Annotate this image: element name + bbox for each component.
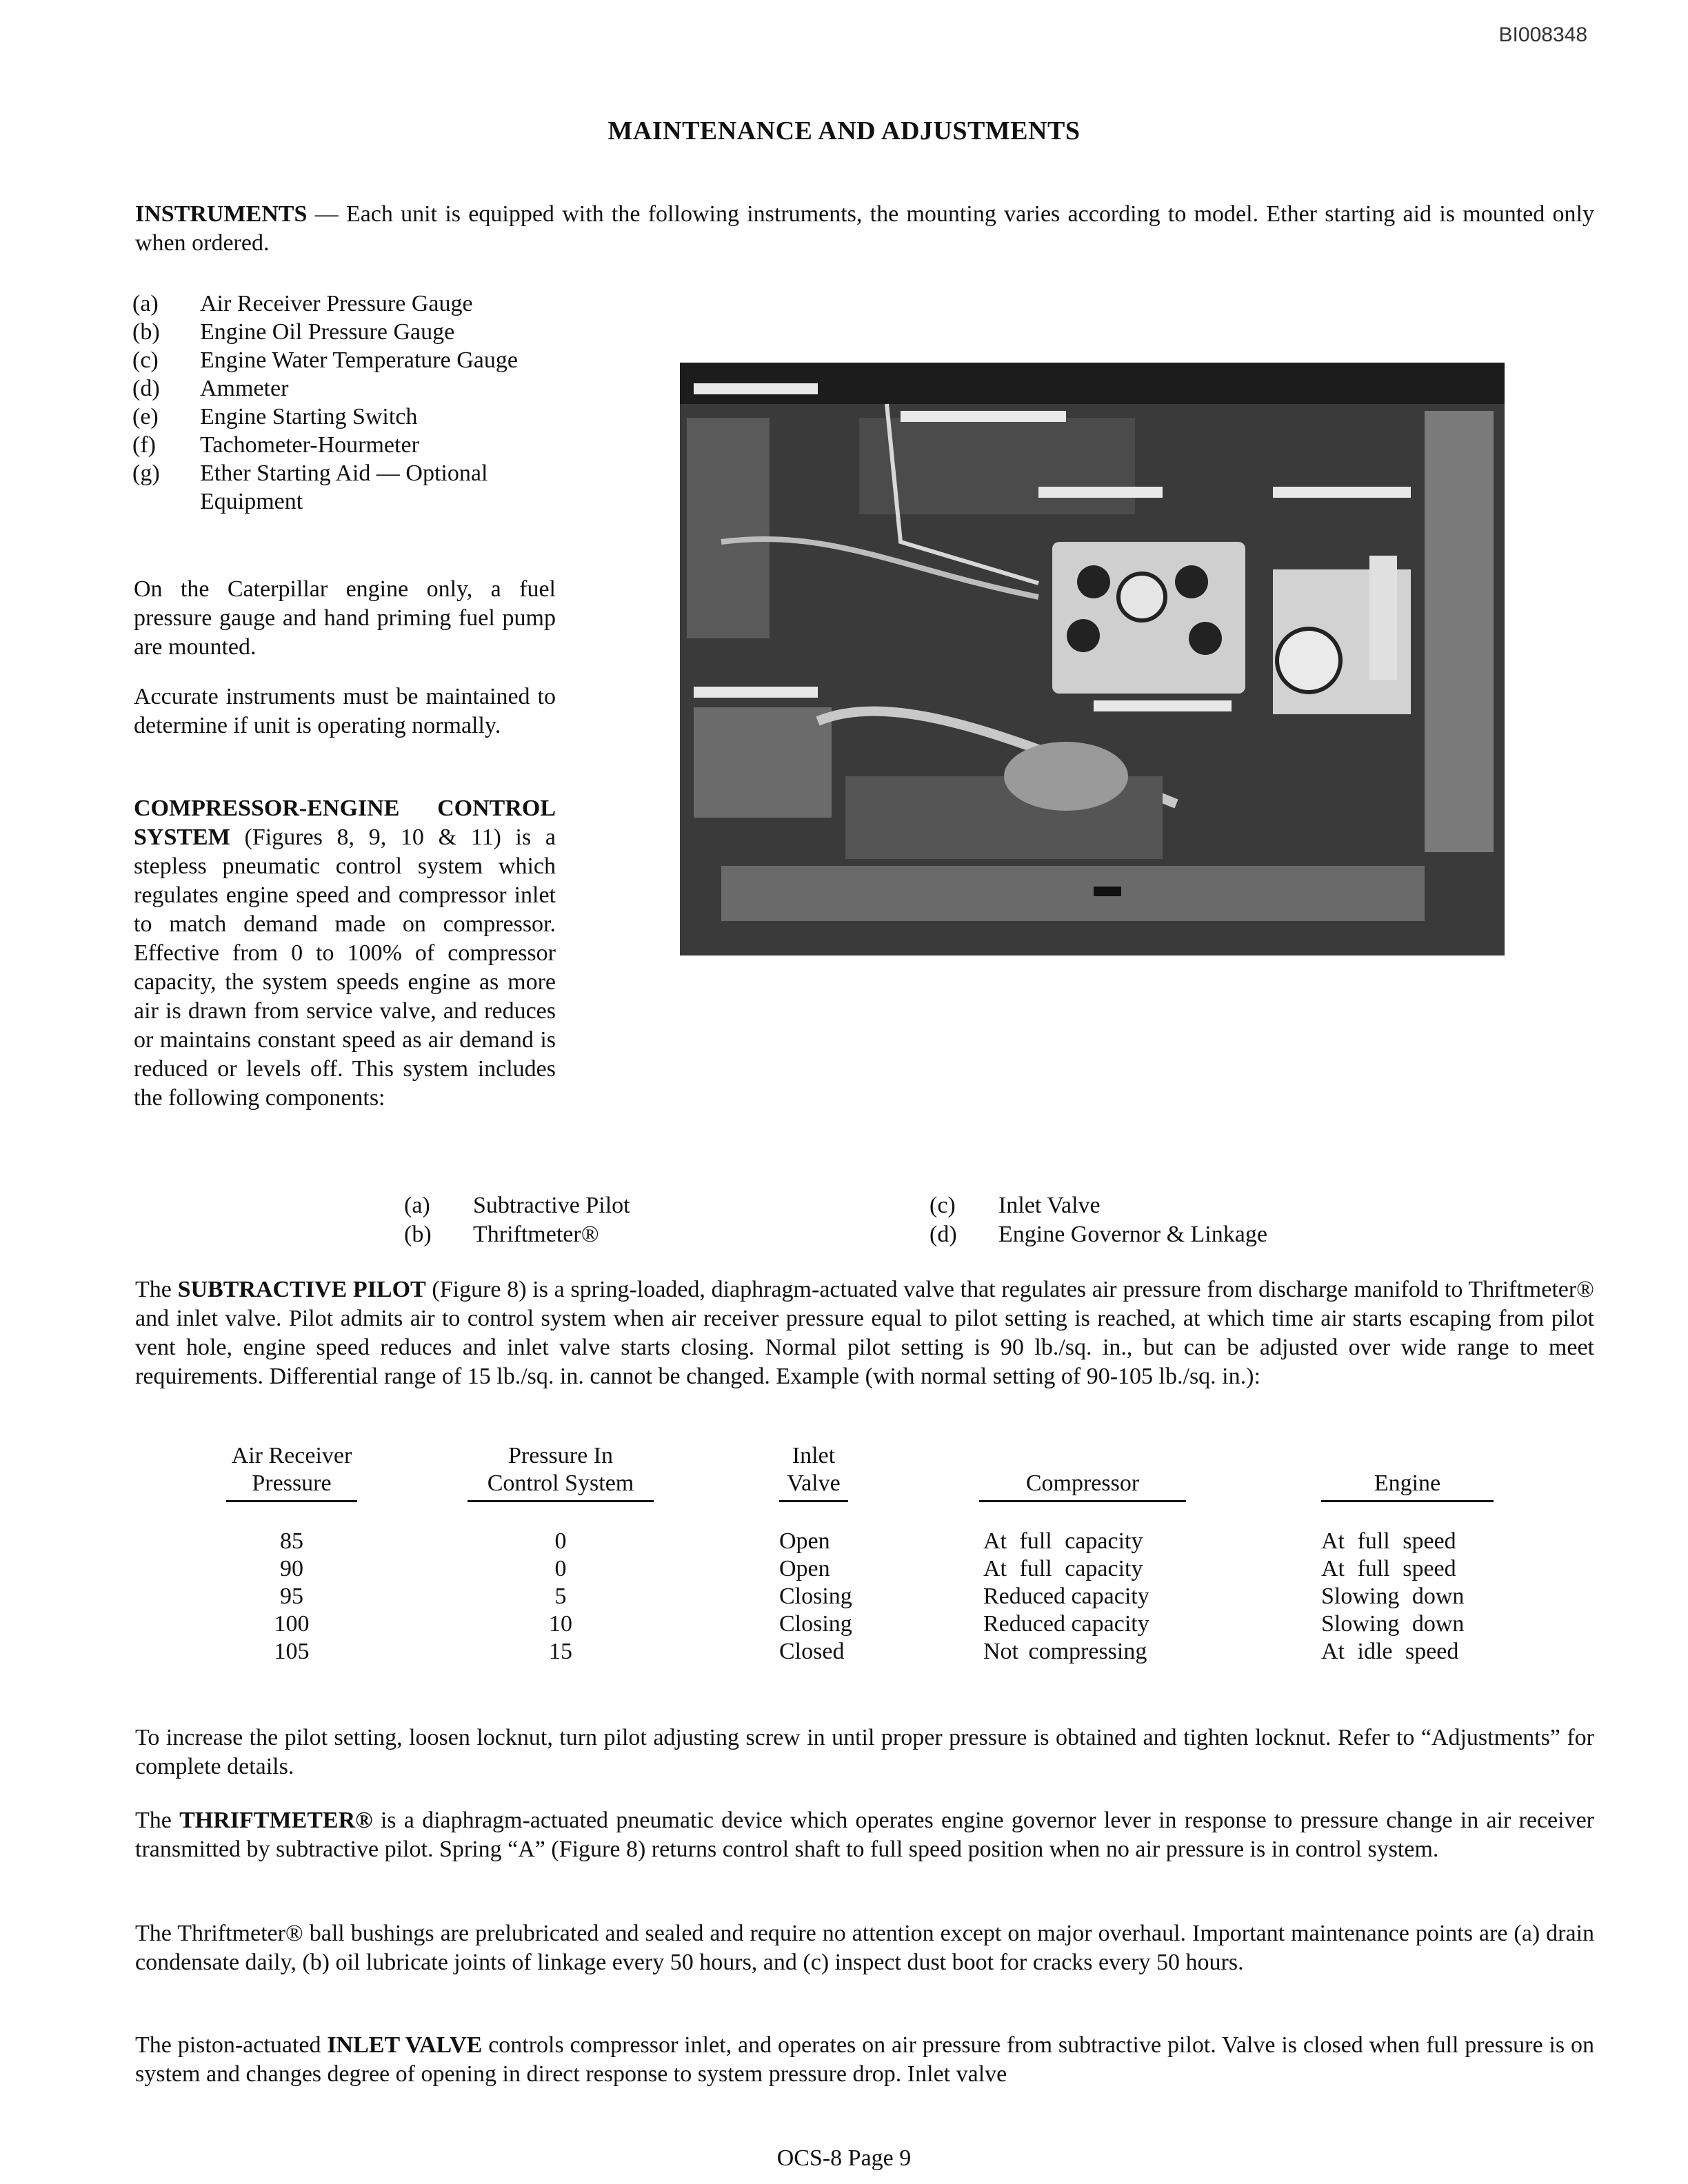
- header-compressor: Compressor: [979, 1442, 1186, 1502]
- instruments-intro-text: — Each unit is equipped with the following instruments, the mounting varies according to model. Ether starting aid is mounted only when ordered.: [135, 201, 1594, 256]
- inlet-valve-heading: INLET VALVE: [327, 2032, 483, 2058]
- adjust-note: To increase the pilot setting, loosen locknut, turn pilot adjusting screw in until proper pressure is obtained and tighten locknut. Refer to “Adjustments” for complete details.: [135, 1725, 1594, 1779]
- instruments-heading: INSTRUMENTS: [135, 201, 308, 227]
- list-item: (c) Engine Water Temperature Gauge: [132, 347, 518, 373]
- header-engine: Engine: [1321, 1442, 1494, 1502]
- component-list-left: [404, 1191, 630, 1249]
- engine-photo-image: [680, 363, 1505, 956]
- list-item: (a) Subtractive Pilot: [404, 1193, 630, 1218]
- instruments-intro: [135, 200, 1594, 258]
- control-system-heading: COMPRESSOR-ENGINE CONTROL SYSTEM: [134, 796, 556, 850]
- thriftmeter-maintenance: The Thriftmeter® ball bushings are prelubricated and sealed and require no attention except on major overhaul. Important maintenance points are (a) drain condensate daily, (b) oil lubricate joints of linkage every 50 hours, and (c) inspect dust boot for cracks every 50 hours.: [135, 1921, 1594, 1975]
- list-item: (b) Thriftmeter®: [404, 1222, 599, 1247]
- list-item: (e) Engine Starting Switch: [132, 404, 418, 429]
- list-item: (g) Ether Starting Aid — Optional Equipment: [132, 461, 488, 514]
- list-item: (f) Tachometer-Hourmeter: [132, 432, 419, 458]
- document-page: BI008348 MAINTENANCE AND ADJUSTMENTS INSTRUMENTS — Each unit is equipped with the following instruments, the mounting varies according to model. Ether starting aid is mounted only when ordered. (a) Air Receiver Pressure Gauge (b) Engine Oil Pressure Gauge (c) Engine Water Temperature Gauge (d) Ammeter (e) Engine Starting Switch (f) Tachometer-Hourmeter (g) Ether Starting Aid — Optional Equipment On the Caterpillar engine only, a fuel pressure gauge and hand priming fuel pump are mounted. Accurate instruments must be maintained to determine if unit is operating normally. COMPRESSOR-ENGINE CONTROL SYSTEM (Figures 8, 9, 10 & 11) is a stepless pneumatic control system which regulates engine speed and compressor inlet to match demand made on compressor. Effective from 0 to 100% of compressor capacity, the system speeds engine as more air is drawn from service valve, and reduces or maintains constant speed as air demand is reduced or levels off. This system includes the following components: (a) Subtractive Pilot (b) Thriftmeter® (c) Inlet Valve (d) Engine Governor & Linkage The SUBTRACTIVE PILOT (Figure 8) is a spring-loaded, diaphragm-actuated valve that regulates air pressure from discharge manifold to Thriftmeter® and inlet valve. Pilot admits air to control system when air receiver pressure equal to pilot setting is reached, at which time air starts escaping from pilot vent hole, engine speed reduces and inlet valve starts closing. Normal pilot setting is 90 lb./sq. in., but can be adjusted over wide range to meet requirements. Differential range of 15 lb./sq. in. cannot be changed. Example (with normal setting of 90-105 lb./sq. in.): Air Receiver Pressure Pressure In Control System Inlet Valve Compressor Engine 85 0 Open At full capacity At full speed 90 0 Open At full capacity At full speed 95 5 Closing Reduced capacity Slowing down 100 10 Closing Reduced capacity Slowing down 105 15 Closed Not compressing At idle speed To increase the pilot setting, loosen locknut, turn pilot adjusting screw in until proper pressure is obtained and tighten locknut. Refer to “Adjustments” for complete details. The THRIFTMETER® is a diaphragm-actuated pneumatic device which operates engine governor lever in response to pressure change in air receiver transmitted by subtractive pilot. Spring “A” (Figure 8) returns control shaft to full speed position when no air pressure is in control system. The Thriftmeter® ball bushings are prelubricated and sealed and require no attention except on major overhaul. Important maintenance points are (a) drain condensate daily, (b) oil lubricate joints of linkage every 50 hours, and (c) inspect dust boot for cracks every 50 hours. The piston-actuated INLET VALVE controls compressor inlet, and operates on air pressure from subtractive pilot. Valve is closed when full pressure is on system and changes degree of opening in direct response to system pressure drop. Inlet valve OCS-8 Page 9: [0, 0, 1688, 2184]
- accuracy-note: Accurate instruments must be maintained to determine if unit is operating normally.: [134, 684, 556, 738]
- list-item: (d) Engine Governor & Linkage: [930, 1222, 1267, 1247]
- inlet-valve-paragraph: The piston-actuated INLET VALVE controls compressor inlet, and operates on air pressure from subtractive pilot. Valve is closed when full pressure is on system and changes degree of opening in direct response to system pressure drop. Inlet valve: [135, 2032, 1594, 2087]
- subtractive-pilot-heading: SUBTRACTIVE PILOT: [177, 1277, 426, 1302]
- instrument-list: [132, 290, 574, 516]
- list-item: (b) Engine Oil Pressure Gauge: [132, 319, 455, 345]
- engine-control-photo: [680, 363, 1505, 956]
- thriftmeter-heading: THRIFTMETER®: [179, 1808, 373, 1833]
- document-id: BI008348: [1498, 23, 1587, 46]
- component-list-right: [930, 1191, 1267, 1249]
- list-item: (d) Ammeter: [132, 376, 289, 401]
- header-control-system: Pressure In Control System: [468, 1442, 654, 1502]
- subtractive-pilot-paragraph: The SUBTRACTIVE PILOT (Figure 8) is a spring-loaded, diaphragm-actuated valve that regulates air pressure from discharge manifold to Thriftmeter® and inlet valve. Pilot admits air to control system when air receiver pressure equal to pilot setting is reached, at which time air starts escaping from pilot vent hole, engine speed reduces and inlet valve starts closing. Normal pilot setting is 90 lb./sq. in., but can be adjusted over wide range to meet requirements. Differential range of 15 lb./sq. in. cannot be changed. Example (with normal setting of 90-105 lb./sq. in.):: [135, 1277, 1595, 1389]
- list-item: (a) Air Receiver Pressure Gauge: [132, 291, 473, 316]
- thriftmeter-paragraph: The THRIFTMETER® is a diaphragm-actuated pneumatic device which operates engine governor lever in response to pressure change in air receiver transmitted by subtractive pilot. Spring “A” (Figure 8) returns control shaft to full speed position when no air pressure is in control system.: [135, 1808, 1595, 1862]
- header-inlet-valve: Inlet Valve: [779, 1442, 848, 1502]
- page-footer: OCS-8 Page 9: [776, 2145, 912, 2171]
- page-title: MAINTENANCE AND ADJUSTMENTS: [607, 117, 1081, 145]
- header-air-receiver: Air Receiver Pressure: [226, 1442, 357, 1502]
- control-system-paragraph: COMPRESSOR-ENGINE CONTROL SYSTEM (Figures 8, 9, 10 & 11) is a stepless pneumatic control system which regulates engine speed and compressor inlet to match demand made on compressor. Effective from 0 to 100% of compressor capacity, the system speeds engine as more air is drawn from service valve, and reduces or maintains constant speed as air demand is reduced or levels off. This system includes the following components:: [134, 796, 556, 1111]
- caterpillar-note: On the Caterpillar engine only, a fuel pressure gauge and hand priming fuel pump are mounted.: [134, 576, 556, 660]
- list-item: (c) Inlet Valve: [930, 1193, 1101, 1218]
